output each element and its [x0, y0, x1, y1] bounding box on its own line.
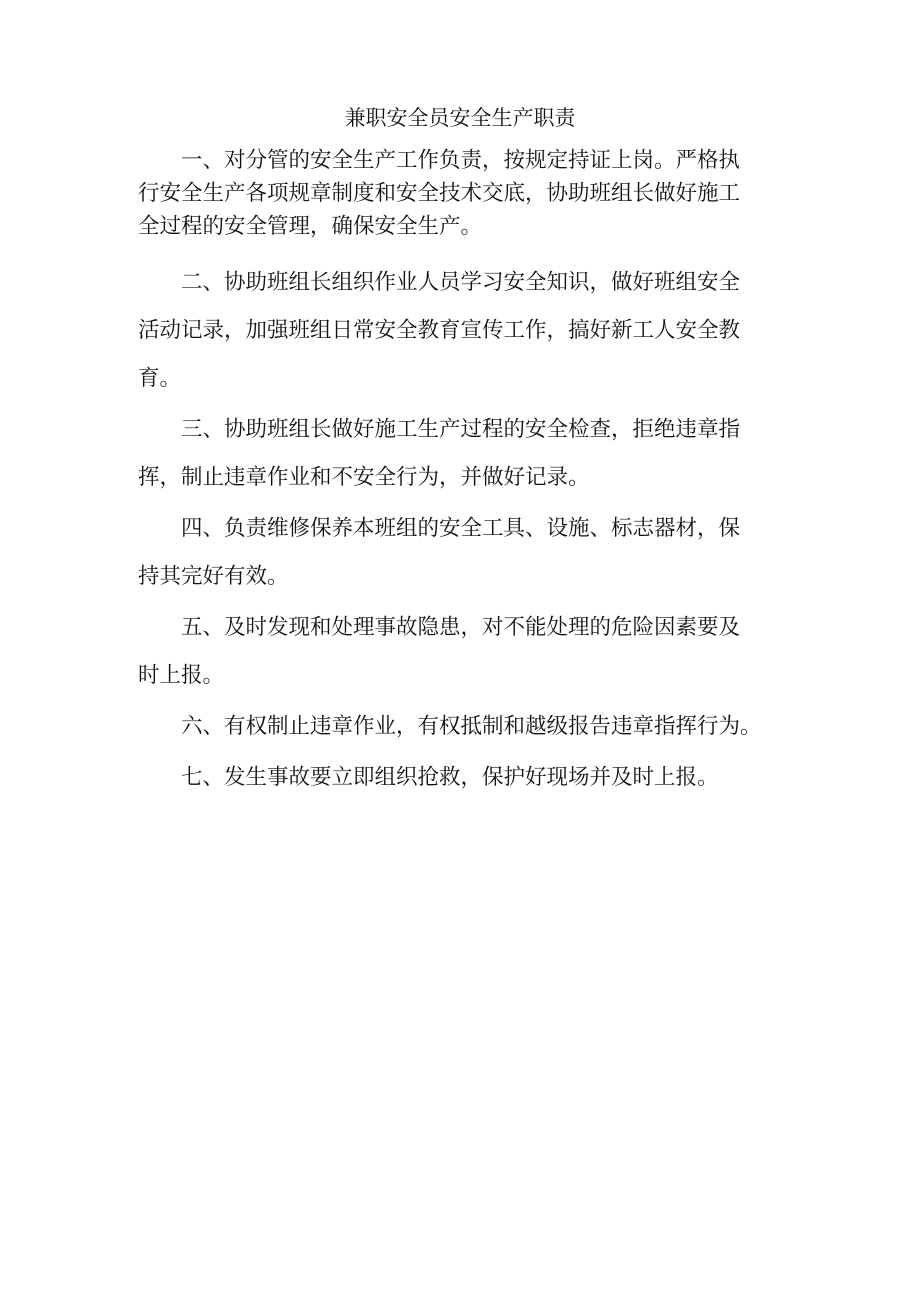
duty-item-3-line-2: 挥，制止违章作业和不安全行为，并做好记录。 — [138, 465, 590, 490]
duty-item-5-line-1: 五、及时发现和处理事故隐患，对不能处理的危险因素要及 — [181, 615, 741, 640]
document-body — [138, 144, 785, 805]
duty-item-1 — [138, 144, 785, 243]
duty-item-4-line-1: 四、负责维修保养本班组的安全工具、设施、标志器材，保 — [181, 516, 741, 541]
duty-item-4-line-2: 持其完好有效。 — [138, 564, 289, 589]
duty-item-2 — [138, 259, 785, 403]
duty-item-7-line-1: 七、发生事故要立即组织抢救，保护好现场并及时上报。 — [181, 765, 719, 790]
duty-item-1-line-2: 行安全生产各项规章制度和安全技术交底，协助班组长做好施工 — [138, 181, 741, 206]
document-title: 兼职安全员安全生产职责 — [344, 106, 576, 130]
duty-item-2-line-1: 二、协助班组长组织作业人员学习安全知识，做好班组安全 — [181, 270, 741, 295]
duty-item-6 — [138, 703, 785, 751]
duty-item-2-line-2: 活动记录，加强班组日常安全教育宣传工作，搞好新工人安全教 — [138, 318, 741, 343]
duty-item-3-line-1: 三、协助班组长做好施工生产过程的安全检查，拒绝违章指 — [181, 417, 741, 442]
duty-item-3 — [138, 406, 785, 502]
duty-item-5-line-2: 时上报。 — [138, 663, 225, 688]
duty-item-7 — [138, 754, 785, 802]
duty-item-5 — [138, 604, 785, 700]
duty-item-1-line-1: 一、对分管的安全生产工作负责，按规定持证上岗。严格执 — [181, 148, 741, 173]
duty-item-2-line-3: 育。 — [138, 366, 182, 391]
duty-item-4 — [138, 505, 785, 601]
duty-item-6-line-1: 六、有权制止违章作业，有权抵制和越级报告违章指挥行为。 — [181, 714, 762, 739]
duty-item-1-line-3: 全过程的安全管理，确保安全生产。 — [138, 214, 483, 239]
